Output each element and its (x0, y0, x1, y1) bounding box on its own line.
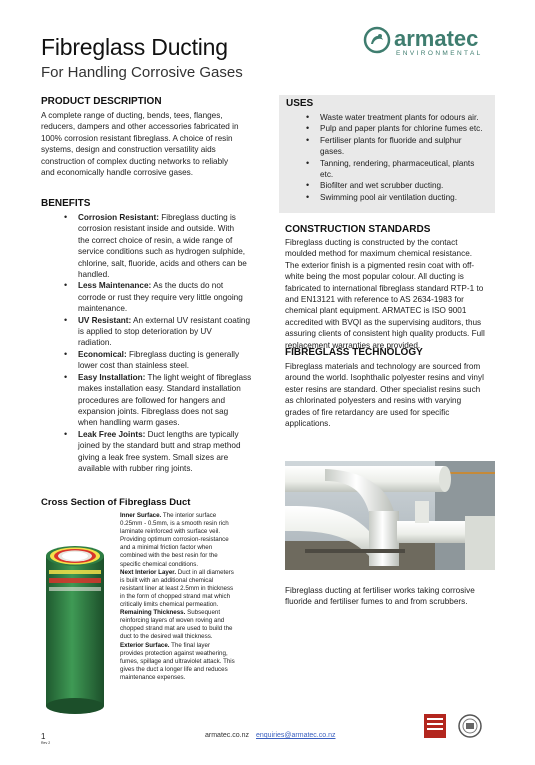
construction-body: Fibreglass ducting is constructed by the contact moulded method for maximum chemical resistance. The exterior finish is a pigmented resin coat with off- white being the most popular colour. All ducting is fabricated to international fibreglass standard RTP-1 to and EN13121 with reference to AS 2634-1983 for chemical plant equipment. ARMATEC is ISO 9001 accredited with BVQI as the supervising auditors, thus assuring clients of consistent high quality products. Full replacement warranties are provided. (285, 238, 485, 350)
list-item: • Less Maintenance: As the ducts do not corrode or rust they require very little ongoing maintenance. (64, 280, 269, 314)
email-link[interactable]: enquiries@armatec.co.nz (256, 732, 336, 739)
photo-caption: Fibreglass ducting at fertiliser works taking corrosive fluoride and fertiliser fumes to and from scrubbers. (285, 586, 475, 607)
technology-body: Fibreglass materials and technology are sourced from around the world. Isophthalic polyester resins and vinyl ester resins are standard. Other specialist resins such as chlorinated polyesters and resins with varying grades of fire retardancy are used for specific applications. (285, 362, 484, 429)
product-description-body: A complete range of ducting, bends, tees, flanges, reducers, dampers and other accessories fabricated in 100% corrosion resistant fibreglass. A choice of resin systems, design and construction versatility aids construction of complex ducting networks to reliably and economically handle corrosive gases. (41, 111, 239, 178)
page-subtitle: For Handling Corrosive Gases (41, 64, 243, 81)
certification-badges (422, 712, 490, 740)
list-item: • Easy Installation: The light weight of fibreglass makes installation easy. Standard installation procedures are followed for hangers and expansion joints. Fibreglass does not sag when handling warm gases. (64, 372, 269, 429)
revision-label: Rev 2 (41, 741, 51, 745)
logo-wordmark: armatec (394, 26, 479, 51)
list-item: • Economical: Fibreglass ducting is generally lower cost than stainless steel. (64, 349, 269, 372)
cross-section-heading: Cross Section of Fibreglass Duct (41, 497, 191, 508)
product-description-heading: PRODUCT DESCRIPTION (41, 96, 162, 107)
list-item: • Corrosion Resistant: Fibreglass ducting is corrosion resistant inside and outside. With the correct choice of resin, a wide range of service conditions such as hydrogen sulphide, chlorine, salt, fluoride, acids and others can be handled. (64, 212, 269, 280)
list-item: • Leak Free Joints: Duct lengths are typically joined by the standard butt and strap method giving a leak free system. Small sizes are available with rubber ring joints. (64, 429, 269, 475)
ducting-photo (285, 461, 495, 570)
duct-cross-section-illustration (40, 530, 110, 715)
benefits-heading: BENEFITS (41, 198, 91, 209)
list-item: • Waste water treatment plants for odours air. (306, 112, 491, 123)
list-item: • Pulp and paper plants for chlorine fumes etc. (306, 123, 491, 134)
list-item: • Tanning, rendering, pharmaceutical, plants etc. (306, 158, 491, 181)
page-title: Fibreglass Ducting (41, 34, 228, 60)
uses-heading: USES (286, 98, 314, 109)
list-item: • UV Resistant: An external UV resistant coating is applied to stop deterioration by UV radiation. (64, 315, 269, 349)
logo-tagline: ENVIRONMENTAL (396, 50, 483, 57)
construction-heading: CONSTRUCTION STANDARDS (285, 224, 431, 235)
list-item: • Fertiliser plants for fluoride and sulphur gases. (306, 135, 491, 158)
list-item: • Biofilter and wet scrubber ducting. (306, 180, 491, 191)
technology-heading: FIBREGLASS TECHNOLOGY (285, 347, 423, 358)
page-number: 1 (41, 732, 46, 741)
uses-list (306, 112, 491, 203)
website-link[interactable]: armatec.co.nz (205, 732, 249, 739)
benefits-list (64, 212, 269, 474)
list-item: • Swimming pool air ventilation ducting. (306, 192, 491, 203)
cross-section-description: Inner Surface. The interior surface 0.25mm - 0.5mm, is a smooth resin rich laminate reinforced with surface veil. Providing optimum corrosion-resistance and a minimal friction factor when combined with the best resin for the specific chemical conditions. Next Interior Layer. Duct in all diameters is built with an additional chemical resistant liner at least 2.5mm in thickness in the form of chopped strand mat which critically limits chemical permeation. Remaining Thickness. Subsequent reinforcing layers of woven roving and chopped strand mat are used to build the duct to the desired wall thickness. Exterior Surface. The final layer provides protection against weathering, fumes, spillage and ultraviolet attack. This gives the duct a longer life and reduces maintenance expenses. (120, 512, 235, 681)
armatec-logo-icon (363, 26, 391, 54)
